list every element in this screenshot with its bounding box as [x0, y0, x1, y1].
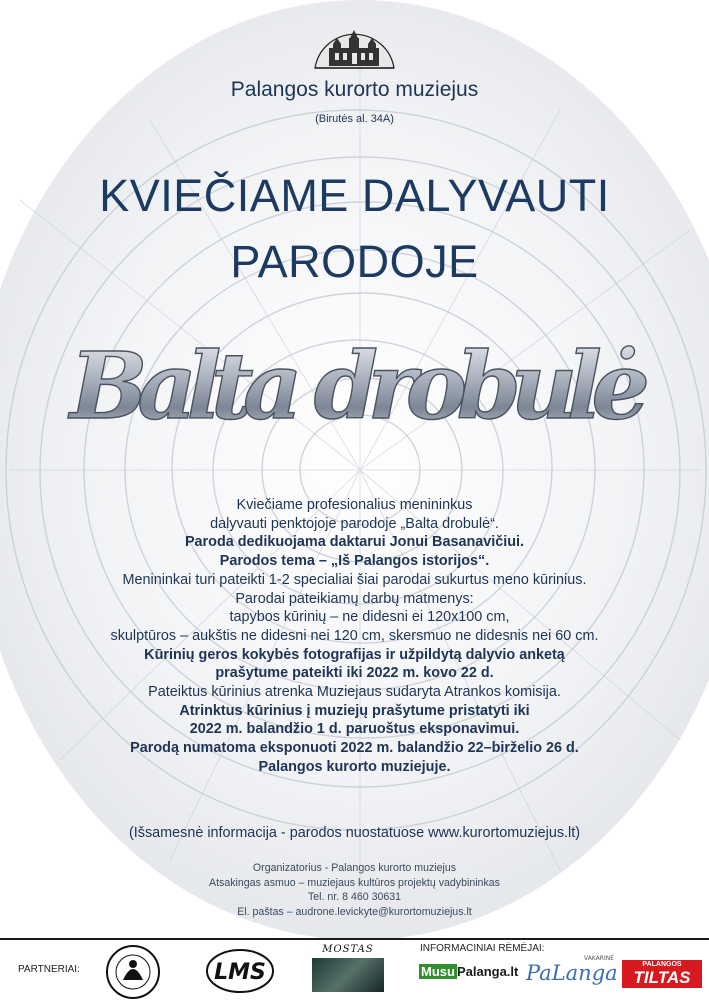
- body-line: Kūrinių geros kokybės fotografijas ir užpildytą dalyvio anketą: [144, 646, 565, 663]
- exhibition-title: [60, 318, 660, 448]
- museum-name: Palangos kurorto muziejus: [230, 78, 479, 101]
- museum-building-logo: [313, 26, 396, 69]
- artists-union-seal-logo: [105, 944, 161, 1000]
- invitation-body: [0, 496, 709, 777]
- palangos-tiltas-logo: PALANGOS TILTAS: [622, 960, 702, 988]
- body-line: prašytume pateikti iki 2022 m. kovo 22 d.: [215, 665, 494, 682]
- body-line: Parodą numatoma eksponuoti 2022 m. balandžio 22–birželio 26 d.: [130, 740, 579, 757]
- partners-label: PARTNERIAI:: [18, 964, 80, 975]
- body-line: dalyvauti penktojoje parodoje „Balta drobulė“.: [210, 515, 499, 532]
- palanga-vakarine-logo: VAKARINĖ PaLanga: [526, 955, 618, 985]
- body-line: 2022 m. balandžio 1 d. paruoštus eksponavimui.: [189, 721, 520, 738]
- body-line: Parodos tema – „Iš Palangos istorijos“.: [219, 553, 490, 570]
- sponsors-label: INFORMACINIAI RĖMĖJAI:: [420, 943, 545, 954]
- body-line: tapybos kūrinių – ne didesni ei 120x100 cm,: [229, 609, 510, 626]
- body-line: Atrinktus kūrinius į muziejų prašytume pristatyti iki: [179, 702, 530, 719]
- musu-palanga-logo: Musu Palanga.lt: [421, 964, 519, 979]
- exhibition-title-text: Balta drobulė: [70, 332, 650, 440]
- email-line: El. paštas – audrone.levickyte@kurortomuziejus.lt: [237, 905, 472, 918]
- more-info-line: (Išsamesnė informacija - parodos nuostatuose www.kurortomuziejus.lt): [128, 825, 581, 841]
- headline-line-1: KVIEČIAME DALYVAUTI: [99, 170, 610, 221]
- svg-text:LMS: LMS: [214, 960, 266, 985]
- museum-address: (Birutės al. 34A): [315, 113, 394, 125]
- footer-divider: [0, 938, 709, 940]
- phone-line: Tel. nr. 8 460 30631: [307, 891, 402, 903]
- body-line: Parodai pateikiamų darbų matmenys:: [235, 590, 474, 607]
- lms-logo: [205, 948, 275, 994]
- body-line: Palangos kurorto muziejuje.: [258, 758, 451, 775]
- body-line: Paroda dedikuojama daktarui Jonui Basanavičiui.: [184, 534, 525, 551]
- body-line: Menininkai turi pateikti 1-2 specialiai šiai parodai sukurtus meno kūrinius.: [122, 571, 587, 588]
- organizer-line: Organizatorius - Palangos kurorto muziejus: [252, 862, 457, 874]
- body-line: Kviečiame profesionalius menininkus: [236, 497, 473, 513]
- responsible-person-line: Atsakingas asmuo – muziejaus kultūros projektų vadybininkas: [209, 876, 500, 889]
- organizer-block: [0, 861, 709, 919]
- body-line: Pateiktus kūrinius atrenka Muziejaus sudaryta Atrankos komisija.: [148, 684, 561, 701]
- headline-line-2: PARODOJE: [230, 236, 479, 287]
- mostas-logo: MOSTAS: [312, 944, 384, 996]
- body-line: skulptūros – aukštis ne didesni nei 120 cm, skersmuo ne didesnis nei 60 cm.: [110, 627, 599, 644]
